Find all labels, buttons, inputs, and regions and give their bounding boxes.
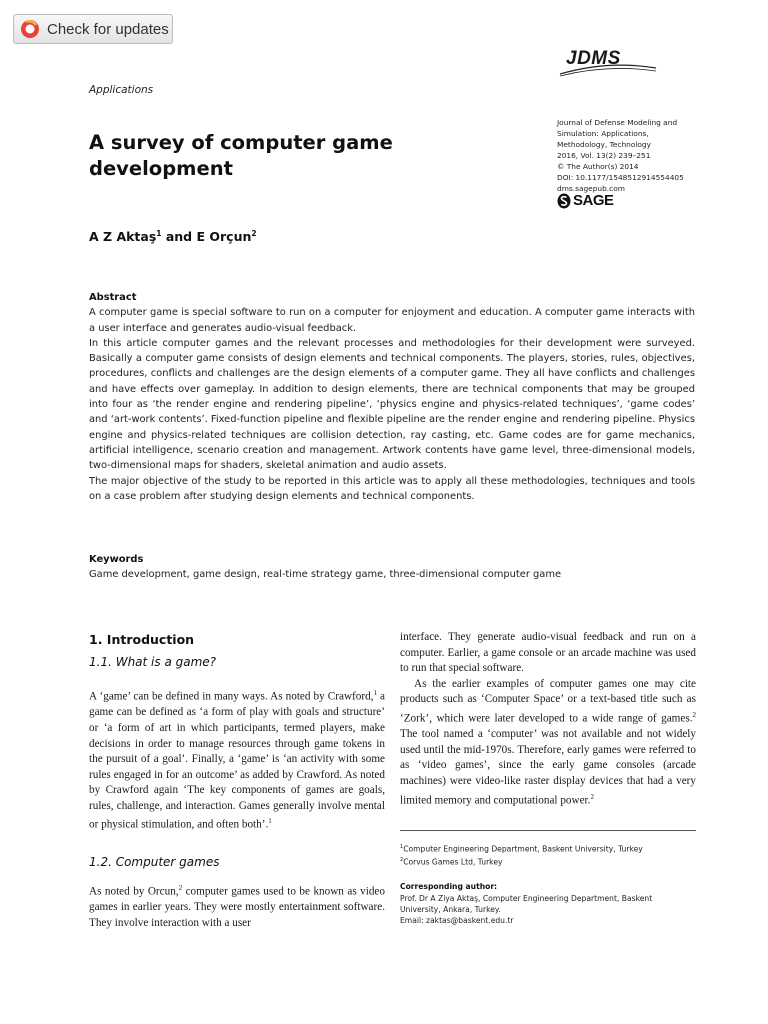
journal-info-line: 2016, Vol. 13(2) 239–251 (557, 151, 651, 160)
corresponding-author-heading: Corresponding author: (400, 882, 498, 892)
journal-info-line: © The Author(s) 2014 (557, 162, 639, 171)
body-paragraph (400, 677, 696, 809)
body-paragraph (89, 881, 385, 932)
journal-url: dms.sagepub.com (557, 184, 625, 193)
citation-ref: 2 (692, 710, 696, 719)
affiliation-marker: 1 (156, 229, 162, 238)
journal-info-line: DOI: 10.1177/1548512914554405 (557, 173, 684, 182)
body-column-right (400, 630, 696, 809)
abstract-paragraph: The major objective of the study to be reported in this article was to apply all these methodologies, techniques and tools on a case problem after studying design elements and technical components. (89, 475, 695, 502)
body-text: As the earlier examples of computer games one may cite products such as ‘Computer Space’ or a text-based title such as ‘Zork’, which were later developed to a wide range of games. (400, 677, 696, 725)
affiliation-footnote (400, 855, 700, 868)
footnotes (400, 842, 700, 926)
abstract (89, 290, 695, 504)
check-for-updates-label: Check for updates (47, 20, 169, 38)
body-paragraph (89, 686, 385, 834)
authors (89, 229, 257, 244)
body-text: A ‘game’ can be defined in many ways. As noted by Crawford, (89, 690, 374, 703)
journal-logo (558, 48, 658, 78)
body-text: The tool named a ‘computer’ was not available and not widely used until the mid-1970s. Therefore, early games were referred to as ‘video games’, since the early game consoles (arcade machines) were video-like raster display devices that had a very limited memory and computational power. (400, 728, 696, 807)
publisher-logo-text: SAGE (573, 192, 614, 209)
citation-ref: 1 (268, 817, 272, 826)
body-text: As noted by Orcun, (89, 885, 179, 898)
journal-info (557, 117, 737, 194)
affiliation-marker: 2 (251, 229, 257, 238)
journal-logo-text: JDMS (566, 48, 621, 69)
corresponding-author-email[interactable]: Email: zaktas@baskent.edu.tr (400, 916, 514, 926)
body-text: a game can be defined as ‘a form of play with goals and structure’ or ‘a form of art in which participants, termed players, make decisions in order to manage resources through game tokens in the pursuit of a goal’. Finally, a ‘game’ is ‘an activity with some rules engaged in for an outcome’ as added by Crawford. As noted by Crawford again ‘The key components of games are goals, rules, challenge, and interaction. Games generally involve mental or physical stimulation, and often both’. (89, 690, 385, 832)
journal-info-line: Journal of Defense Modeling and (557, 118, 678, 127)
section-heading: 1. Introduction (89, 632, 195, 647)
citation-ref: 2 (590, 792, 594, 801)
citation-ref: 2 (178, 883, 183, 892)
body-column-left (89, 630, 385, 931)
citation-ref: 1 (373, 689, 377, 697)
check-updates-icon (20, 19, 40, 39)
abstract-paragraph: A computer game is special software to run on a computer for enjoyment and education. A computer game interacts with a user interface and generates audio-visual feedback. (89, 307, 695, 334)
author-name: E Orçun (196, 229, 252, 245)
footnote-marker: 1 (400, 844, 404, 850)
journal-info-line: Methodology, Technology (557, 140, 651, 149)
subsection-heading: 1.1. What is a game? (89, 655, 217, 669)
keywords-text: Game development, game design, real-time strategy game, three-dimensional computer game (89, 569, 562, 581)
corresponding-author-line: Prof. Dr A Ziya Aktaş, Computer Engineering Department, Baskent (400, 893, 653, 903)
check-for-updates-button[interactable] (13, 14, 173, 44)
author-name: A Z Aktaş (89, 229, 157, 245)
section-label: Applications (89, 84, 154, 96)
footnote-text: Computer Engineering Department, Baskent University, Turkey (403, 844, 643, 854)
abstract-heading: Abstract (89, 292, 137, 303)
affiliation-footnote (400, 842, 700, 855)
subsection-heading: 1.2. Computer games (89, 854, 220, 869)
keywords (89, 552, 695, 583)
article-title: A survey of computer game development (89, 131, 393, 180)
footnote-marker: 2 (400, 856, 404, 863)
authors-conjunction: and (161, 229, 197, 245)
publisher-logo (557, 192, 614, 209)
footnote-text: Corvus Games Ltd, Turkey (403, 857, 503, 867)
corresponding-author-line: University, Ankara, Turkey. (400, 904, 501, 914)
footnote-divider (400, 830, 696, 831)
body-text: computer games used to be known as video games in earlier years. They were mostly entertainment software. They involve interaction with a user (89, 885, 385, 929)
sage-s-icon (557, 193, 571, 209)
keywords-heading: Keywords (89, 554, 144, 565)
journal-info-line: Simulation: Applications, (557, 129, 649, 138)
abstract-paragraph: In this article computer games and the relevant processes and methodologies for their development were surveyed. Basically a computer game consists of design elements and technical components. The players, stories, rules, objectives, procedures, conflicts and challenges are the design elements of a computer game. They all have conflicts and challenges and have effects over gameplay. In addition to design elements, there are technical components that may be grouped into four as ‘the render engine and rendering pipeline’, ‘physics engine and physics-related techniques’, ‘game codes’ and ‘art-work contents’. Fixed-function pipeline and flexible pipeline are the render engine and rendering pipeline. Physics engine and physics-related techniques are collision detection, ray casting, etc. Game codes are for game mechanics, artificial intelligence, scenario creation and management. Artwork contents have game level, three-dimensional models, two-dimensional maps for shaders, skeletal animation and audio assets. (89, 337, 695, 472)
body-paragraph: interface. They generate audio-visual feedback and run on a computer. Earlier, a game console or an arcade machine was used to run that special software. (400, 631, 696, 675)
